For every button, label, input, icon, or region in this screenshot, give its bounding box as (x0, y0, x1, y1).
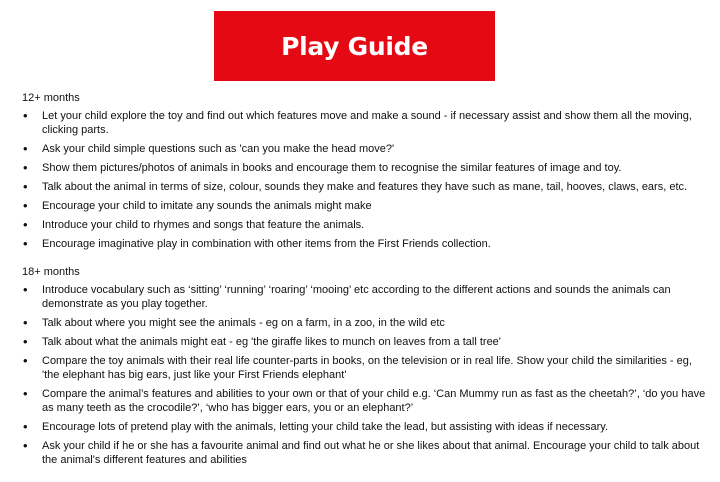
list-item (22, 354, 706, 382)
bullet-icon: • (23, 217, 28, 232)
list-item-text: Talk about the animal in terms of size, colour, sounds they make and features they have such as mane, tail, hooves, claws, ears, etc. (42, 181, 688, 193)
bullet-icon: • (23, 108, 28, 123)
bullet-icon: • (23, 236, 28, 251)
list-item-text: Let your child explore the toy and find out which features move and make a sound - if necessary assist and show them all the moving, clicking parts. (42, 110, 692, 136)
list-item (22, 199, 706, 213)
list-item-text: Compare the toy animals with their real life counter-parts in books, on the television or in real life. Show your child the similarities - eg, 'the elephant has big ears, just like your First Friends elephant' (42, 355, 692, 381)
bullet-icon: • (23, 353, 28, 368)
bullet-list (22, 283, 706, 467)
list-item-text: Introduce vocabulary such as ‘sitting’ ‘running’ ‘roaring’ ‘mooing’ etc according to the different actions and sounds the animals can demonstrate as you play together. (42, 284, 671, 310)
bullet-icon: • (23, 315, 28, 330)
section-heading: 18+ months (22, 266, 80, 278)
list-item (22, 180, 706, 194)
bullet-icon: • (23, 334, 28, 349)
list-item-text: Show them pictures/photos of animals in books and encourage them to recognise the similar features of image and toy. (42, 162, 622, 174)
section-18-months (22, 265, 706, 472)
bullet-icon: • (23, 179, 28, 194)
list-item (22, 335, 706, 349)
bullet-icon: • (23, 438, 28, 453)
list-item (22, 439, 706, 467)
list-item-text: Talk about where you might see the animals - eg on a farm, in a zoo, in the wild etc (42, 317, 445, 329)
list-item-text: Encourage lots of pretend play with the animals, letting your child take the lead, but assisting with ideas if necessary. (42, 421, 608, 433)
list-item (22, 109, 706, 137)
list-item-text: Ask your child simple questions such as 'can you make the head move?' (42, 143, 395, 155)
bullet-icon: • (23, 198, 28, 213)
list-item (22, 420, 706, 434)
list-item-text: Ask your child if he or she has a favourite animal and find out what he or she likes about that animal. Encourage your child to talk about the animal's different features and abilities (42, 440, 700, 466)
bullet-icon: • (23, 386, 28, 401)
bullet-icon: • (23, 282, 28, 297)
list-item-text: Encourage imaginative play in combination with other items from the First Friends collection. (42, 238, 491, 250)
list-item (22, 387, 706, 415)
list-item (22, 283, 706, 311)
section-12-months (22, 91, 706, 256)
bullet-icon: • (23, 419, 28, 434)
bullet-icon: • (23, 160, 28, 175)
list-item (22, 237, 706, 251)
list-item-text: Introduce your child to rhymes and songs that feature the animals. (42, 219, 365, 231)
list-item-text: Compare the animal’s features and abilities to your own or that of your child e.g. ‘Can Mummy run as fast as the cheetah?’, ‘do you have as many teeth as the crocodile?’, ‘who has bigger ears, you or an elephant?’ (42, 388, 706, 414)
play-guide-banner (214, 11, 495, 81)
list-item (22, 142, 706, 156)
list-item-text: Encourage your child to imitate any sounds the animals might make (42, 200, 372, 212)
bullet-icon: • (23, 141, 28, 156)
list-item-text: Talk about what the animals might eat - eg 'the giraffe likes to munch on leaves from a tall tree' (42, 336, 501, 348)
banner-title: Play Guide (281, 31, 428, 61)
list-item (22, 218, 706, 232)
list-item (22, 161, 706, 175)
bullet-list (22, 109, 706, 251)
list-item (22, 316, 706, 330)
section-heading: 12+ months (22, 92, 80, 104)
